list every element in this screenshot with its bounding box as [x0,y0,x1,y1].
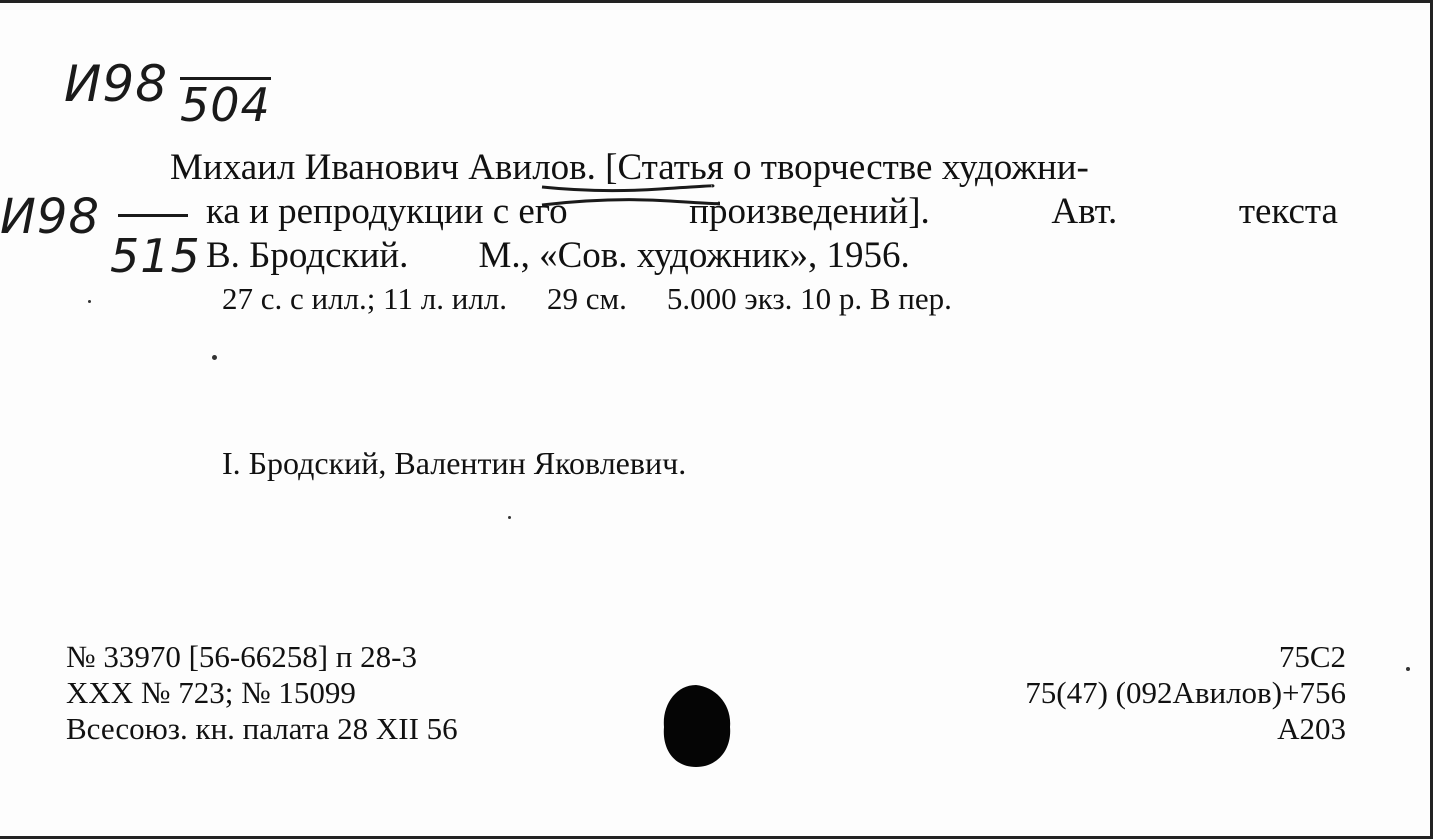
entry-line-3 [206,237,910,274]
entry-line-2-part-4: текста [1238,191,1338,232]
entry-author-text: В. Бродский. [206,235,409,276]
added-entry: I. Бродский, Валентин Яковлевич. [222,445,687,481]
scan-speck [212,355,217,360]
scan-speck [508,516,511,519]
handwritten-shelfmark-top-number: 504 [180,78,271,132]
footer-left-block [66,639,458,747]
handwritten-dash [118,214,188,217]
entry-line-2 [206,193,1338,230]
footer-right-line-2: 75(47) (092Авилов)+756 [1025,675,1346,710]
entry-publisher: М., «Сов. художник», 1956. [478,235,910,276]
entry-line-2-part-3: Авт. [1051,191,1118,232]
entry-line-2-part-2: произведений]. [689,191,930,232]
footer-left-line-3: Всесоюз. кн. палата 28 XII 56 [66,711,458,746]
entry-line-1: Михаил Иванович Авилов. [Статья о творчестве художни- [170,147,1089,188]
footer-left-line-2: XXX № 723; № 15099 [66,675,356,710]
entry-line-2-part-1: ка и репродукции с его [206,191,568,232]
entry-size: 29 см. [547,281,627,316]
footer-right-line-3: А203 [1277,711,1346,746]
scan-speck [1406,667,1410,671]
handwritten-shelfmark-mid-number: 515 [110,229,201,283]
punch-hole-blot [660,683,734,769]
entry-print-run: 5.000 экз. 10 р. В пер. [666,281,952,316]
scan-speck [88,300,91,303]
footer-right-block [1025,639,1346,747]
footer-left-line-1: № 33970 [56-66258] п 28-3 [66,639,417,674]
handwritten-shelfmark-mid: И98 [0,189,100,245]
handwritten-shelfmark-top: И98 [64,55,169,113]
entry-pages: 27 с. с илл.; 11 л. илл. [222,281,508,316]
footer-right-line-1: 75С2 [1278,639,1346,674]
entry-collation [222,283,952,314]
